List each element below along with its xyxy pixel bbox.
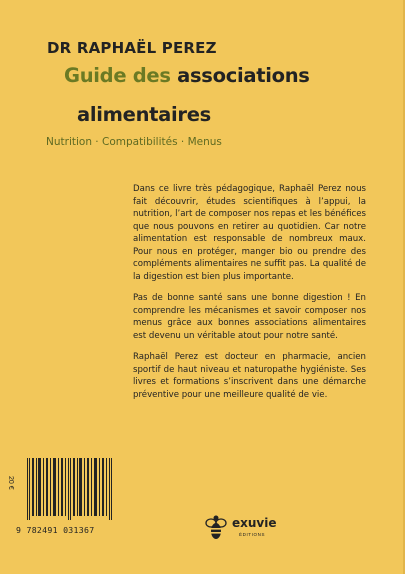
book-subtitle: Nutrition · Compatibilités · Menus	[46, 136, 222, 148]
barcode-icon	[27, 458, 112, 520]
title-associations: associations	[177, 64, 310, 87]
author-name: DR RAPHAËL PEREZ	[47, 39, 217, 57]
blurb-paragraph-2: Pas de bonne santé sans une bonne digestion ! En comprendre les mécanismes et savoir composer nos menus grâce aux bonnes associations alimentaires est devenu un véritable atout pour notre santé.	[133, 293, 366, 341]
book-title-line-1	[64, 65, 310, 87]
publisher-name: exuvie	[232, 516, 277, 530]
bee-icon	[205, 513, 227, 543]
isbn-number: 9 782491 031367	[16, 525, 95, 535]
blurb	[133, 183, 366, 410]
price-label: 20 €	[7, 476, 14, 490]
blurb-paragraph-1: Dans ce livre très pédagogique, Raphaël Perez nous fait découvrir, études scientifiques à l’appui, la nutrition, l’art de composer nos repas et les bénéfices que nous pouvons en retirer au quotidien. Car notre alimentation est responsable de nombreux maux. Pour nous en protéger, manger bio ou prendre des compléments alimentaires ne suffit pas. La qualité de la digestion est bien plus importante.	[133, 184, 366, 282]
book-title-line-2: alimentaires	[77, 103, 211, 126]
blurb-paragraph-3: Raphaël Perez est docteur en pharmacie, ancien sportif de haut niveau et naturopathe hygiéniste. Ses livres et formations s’inscrivent dans une démarche préventive pour une meilleure qualité de vie.	[133, 352, 366, 400]
title-guide-des: Guide des	[64, 64, 171, 87]
publisher-subtitle: ÉDITIONS	[239, 532, 266, 537]
